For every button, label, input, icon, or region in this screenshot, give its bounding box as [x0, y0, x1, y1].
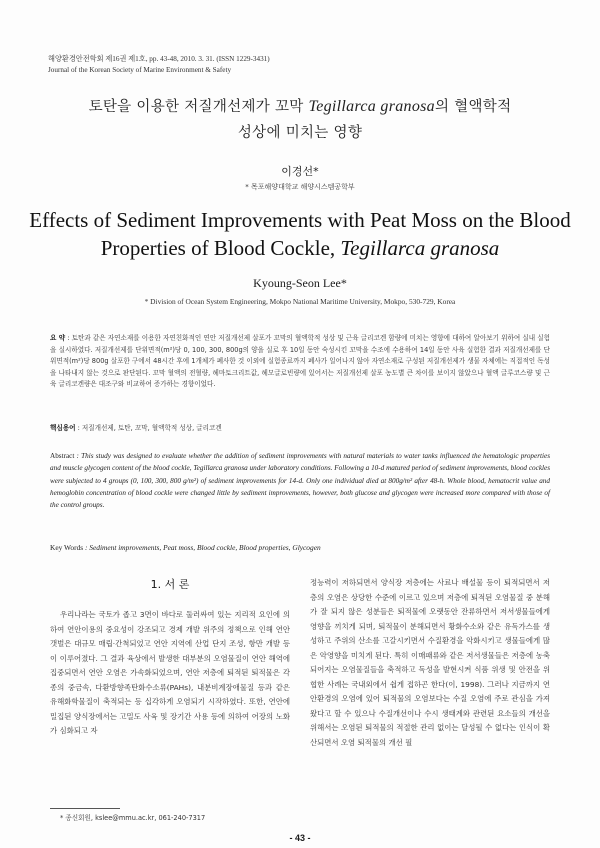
english-title-line-1: Effects of Sediment Improvements with Peat Moss on the Blood	[29, 208, 571, 232]
english-keywords-label: Key Words	[50, 543, 84, 552]
right-column: 정능력이 저하되면서 양식장 저층에는 사료나 배설물 등이 퇴적되면서 저층의 오염은 상당한 수준에 이르고 있으며 저층에 퇴적된 오염물질 중 분해가 잘 되지 않은 성분들은 퇴적물에 오랫동안 잔류하면서 저서생물들에게 영향을 끼치게 되며, 퇴적물이 분해되면서 황화수소와 같은 유독가스를 생성하고 주위의 산소를 고갈시키면서 수질환경을 악화시키고 생물들에게 많은 악영향을 미치게 된다. 특히 이매패류와 같은 저서생물들은 저층에 농축되어지는 오염물질들을 축적하고 독성을 발현시켜 식품 위생 및 안전을 위협한 사례는 국내외에서 쉽게 접하곤 한다(이, 1998). 그러나 지금까지 연안환경의 오염에 있어 퇴적물의 오염보다는 수질 오염에 주로 관심을 가져 왔다고 할 수 있으나 수질개선이나 수시 생태계와 관련된 요소들의 개선을 위해서는 오염된 퇴적물의 적절한 관리 없이는 달성될 수 없다는 인식이 확산되면서 오염 퇴적물의 개선 필	[310, 578, 550, 748]
korean-affiliation: * 목포해양대학교 해양시스템공학부	[245, 183, 355, 191]
journal-name: Journal of the Korean Society of Marine Environment & Safety	[48, 66, 232, 74]
korean-abstract-label: 요 약	[50, 334, 66, 342]
english-abstract	[50, 450, 550, 511]
page-number: - 43 -	[289, 833, 311, 843]
korean-abstract-text: : 토탄과 같은 자연소재를 이용한 자연친화적인 연안 저질개선제 살포가 꼬막의 혈액학적 성상 및 근육 글리코겐 함량에 미치는 영향에 대하여 알아보기 위하여 실내 실험을 실시하였다. 저질개선제를 단위면적(m²)당 0, 100, 300, 800g의 양을 실로 후 10일 동안 숙성시킨 꼬막을 수조에 수용하여 14일 동안 사육 실험한 결과 저질개선제를 단위면적(m²)당 800g 살포한 구에서 48시간 후에 1개체가 폐사한 것 이외에 실험종료까지 폐사가 일어나지 않아 자연소재로 구성된 저질개선제가 생물 자체에는 직접적인 독성을 나타내지 않는 것으로 판단된다. 꼬막 혈액의 전혈량, 헤마토크리트값, 헤모글로빈량에 있어서는 저질개선제 살포 농도별 큰 차이를 보이지 않았으나 혈액 글루코스량 및 근육 글리코겐량은 대조구와 비교하여 증가하는 경향이었다.	[50, 334, 550, 389]
korean-keywords	[50, 422, 550, 432]
korean-title-line-2: 성상에 미치는 영향	[237, 125, 363, 141]
korean-title-suffix: 의 혈액학적	[434, 99, 512, 115]
english-author: Kyoung-Seon Lee*	[253, 276, 347, 290]
korean-keywords-text: : 저질개선제, 토탄, 꼬막, 혈액학적 성상, 글리코겐	[75, 424, 222, 432]
english-abstract-text: : This study was designed to evaluate whether the addition of sediment improvements with natural materials to water tanks influenced the hematologic properties and muscle glycogen content of the blood cockle, Tegillarca granosa under laboratory conditions. Following a 10-d matured period of sediment improvements, blood cockles were subjected to 4 groups (0, 100, 300, 800 g/m²) of sediment improvements for 14-d. Only one individual died at 800g/m² after 48-h. Whole blood, hematocrit value and hemoglobin concentration of blood cockle were changed little by sediment improvements, however, both glucose and glycogen were increased more compared with those of the control groups.	[50, 452, 550, 510]
english-keywords	[50, 543, 550, 552]
korean-title-species: Tegillarca granosa	[308, 98, 435, 115]
english-title-species: Tegillarca granosa	[340, 236, 500, 260]
author-footnote: * 종신회원, kslee@mmu.ac.kr, 061-240-7317	[60, 814, 206, 822]
english-abstract-label: Abstract	[50, 452, 75, 460]
english-keywords-text: : Sediment improvements, Peat moss, Blood cockle, Blood properties, Glycogen	[83, 543, 321, 552]
korean-author: 이경선*	[281, 165, 319, 178]
korean-title-line-1	[0, 95, 600, 116]
korean-title-text: 토탄을 이용한 저질개선제가 꼬막	[88, 99, 309, 115]
footnote-divider	[50, 808, 120, 809]
english-title-text: Properties of Blood Cockle,	[100, 236, 341, 260]
english-affiliation: * Division of Ocean System Engineering, Mokpo National Maritime University, Mokpo, 530-729, Korea	[144, 297, 456, 306]
journal-citation: 해양환경안전학회 제16권 제1호, pp. 43-48, 2010. 3. 31. (ISSN 1229-3431)	[48, 55, 270, 63]
korean-abstract	[50, 333, 550, 391]
korean-keywords-label: 핵심용어	[50, 424, 76, 432]
journal-header	[48, 54, 270, 76]
introduction-paragraph-left: 우리나라는 국토가 좁고 3면이 바다로 둘러싸여 있는 지리적 요인에 의하여 연안이용의 중요성이 강조되고 경제 개발 위주의 정책으로 인해 연안 갯벌은 대규모 매립·간척되었고 연안 지역에 산업 단지 조성, 항만 개발 등이 이루어졌다. 그 결과 육상에서 발생한 대부분의 오염물질이 연안 해역에 집중되면서 연안 오염은 가속화되었으며, 연안 저층에 퇴적된 퇴적물은 각종의 중금속, 다환방향족탄화수소류(PAHs), 내분비계장애물질 등과 같은 유해화학물질이 축적되는 등 십각하게 오염되기 시작하였다. 또한, 연안에 밀집된 양식장에서는 고밀도 사육 및 장기간 사용 등에 의하여 어장의 노화가 심화되고 자	[50, 610, 290, 736]
section-heading-introduction: 1. 서 론	[150, 578, 190, 591]
english-title-line-2	[0, 236, 600, 261]
